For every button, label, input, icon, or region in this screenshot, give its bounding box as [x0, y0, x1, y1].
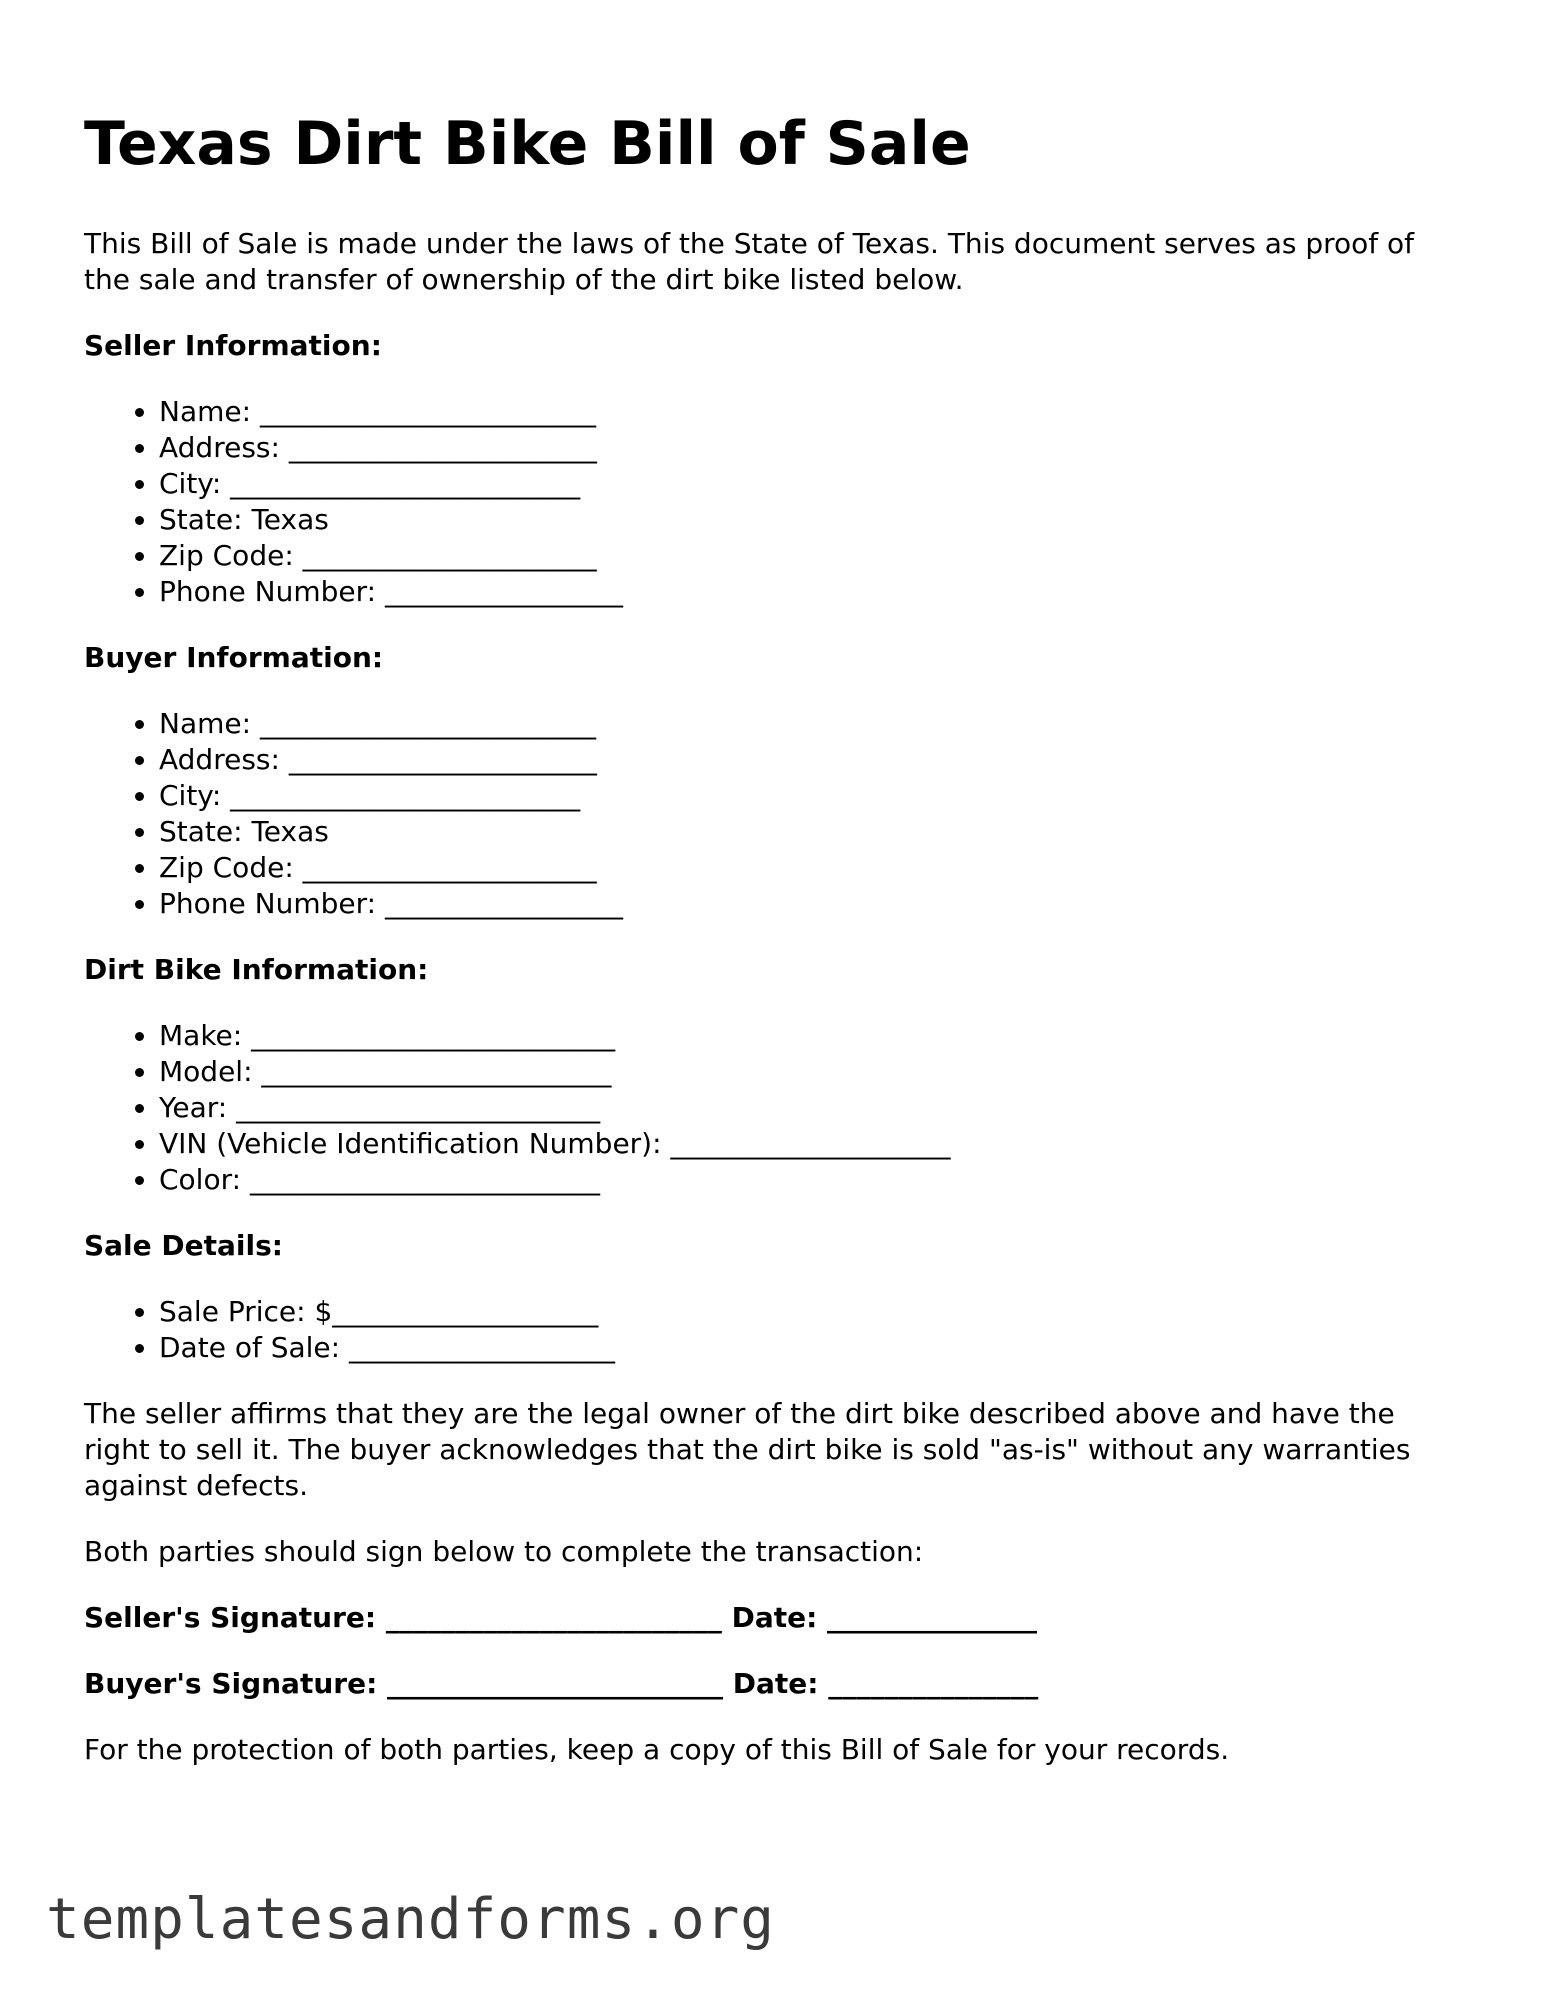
buyer-state-field: • State: Texas [159, 814, 1460, 850]
footer-note: For the protection of both parties, keep a copy of this Bill of Sale for your records. [84, 1733, 1230, 1766]
buyer-zip-field: • Zip Code: _____________________ [159, 850, 1460, 886]
bike-vin-field: • VIN (Vehicle Identification Number): ____________________ [159, 1126, 1460, 1162]
seller-phone-field: • Phone Number: _________________ [159, 574, 1460, 610]
document-page [84, 106, 1460, 1768]
bike-year-field: • Year: __________________________ [159, 1090, 1460, 1126]
affirmation-paragraph: The seller affirms that they are the legal owner of the dirt bike described above and have the right to sell it. The buyer acknowledges that the dirt bike is sold "as-is" without any warranties against defects. [84, 1397, 1411, 1502]
sale-date-field: • Date of Sale: ___________________ [159, 1330, 1460, 1366]
buyer-name-field: • Name: ________________________ [159, 706, 1460, 742]
seller-city-field: • City: _________________________ [159, 466, 1460, 502]
seller-section-heading: Seller Information: [84, 329, 382, 362]
buyer-city-field: • City: _________________________ [159, 778, 1460, 814]
seller-state-field: • State: Texas [159, 502, 1460, 538]
buyer-signature-line: Buyer's Signature: ________________________ Date: _______________ [84, 1667, 1039, 1700]
buyer-address-field: • Address: ______________________ [159, 742, 1460, 778]
intro-paragraph: This Bill of Sale is made under the laws of the State of Texas. This document serves as proof of the sale and transfer of ownership of the dirt bike listed below. [84, 227, 1415, 296]
bike-info-list [84, 1018, 1460, 1198]
buyer-phone-field: • Phone Number: _________________ [159, 886, 1460, 922]
seller-zip-field: • Zip Code: _____________________ [159, 538, 1460, 574]
bike-model-field: • Model: _________________________ [159, 1054, 1460, 1090]
sign-instruction: Both parties should sign below to complete the transaction: [84, 1535, 924, 1568]
seller-info-list [84, 394, 1460, 610]
seller-signature-line: Seller's Signature: ________________________ Date: _______________ [84, 1601, 1038, 1634]
document-title: Texas Dirt Bike Bill of Sale [84, 109, 971, 179]
sale-price-field: • Sale Price: $___________________ [159, 1294, 1460, 1330]
seller-name-field: • Name: ________________________ [159, 394, 1460, 430]
bike-section-heading: Dirt Bike Information: [84, 953, 429, 986]
buyer-info-list [84, 706, 1460, 922]
seller-address-field: • Address: ______________________ [159, 430, 1460, 466]
bike-make-field: • Make: __________________________ [159, 1018, 1460, 1054]
sale-details-list [84, 1294, 1460, 1366]
sale-section-heading: Sale Details: [84, 1229, 283, 1262]
buyer-section-heading: Buyer Information: [84, 641, 384, 674]
bike-color-field: • Color: _________________________ [159, 1162, 1460, 1198]
watermark-text: templatesandforms.org [46, 1887, 776, 1952]
